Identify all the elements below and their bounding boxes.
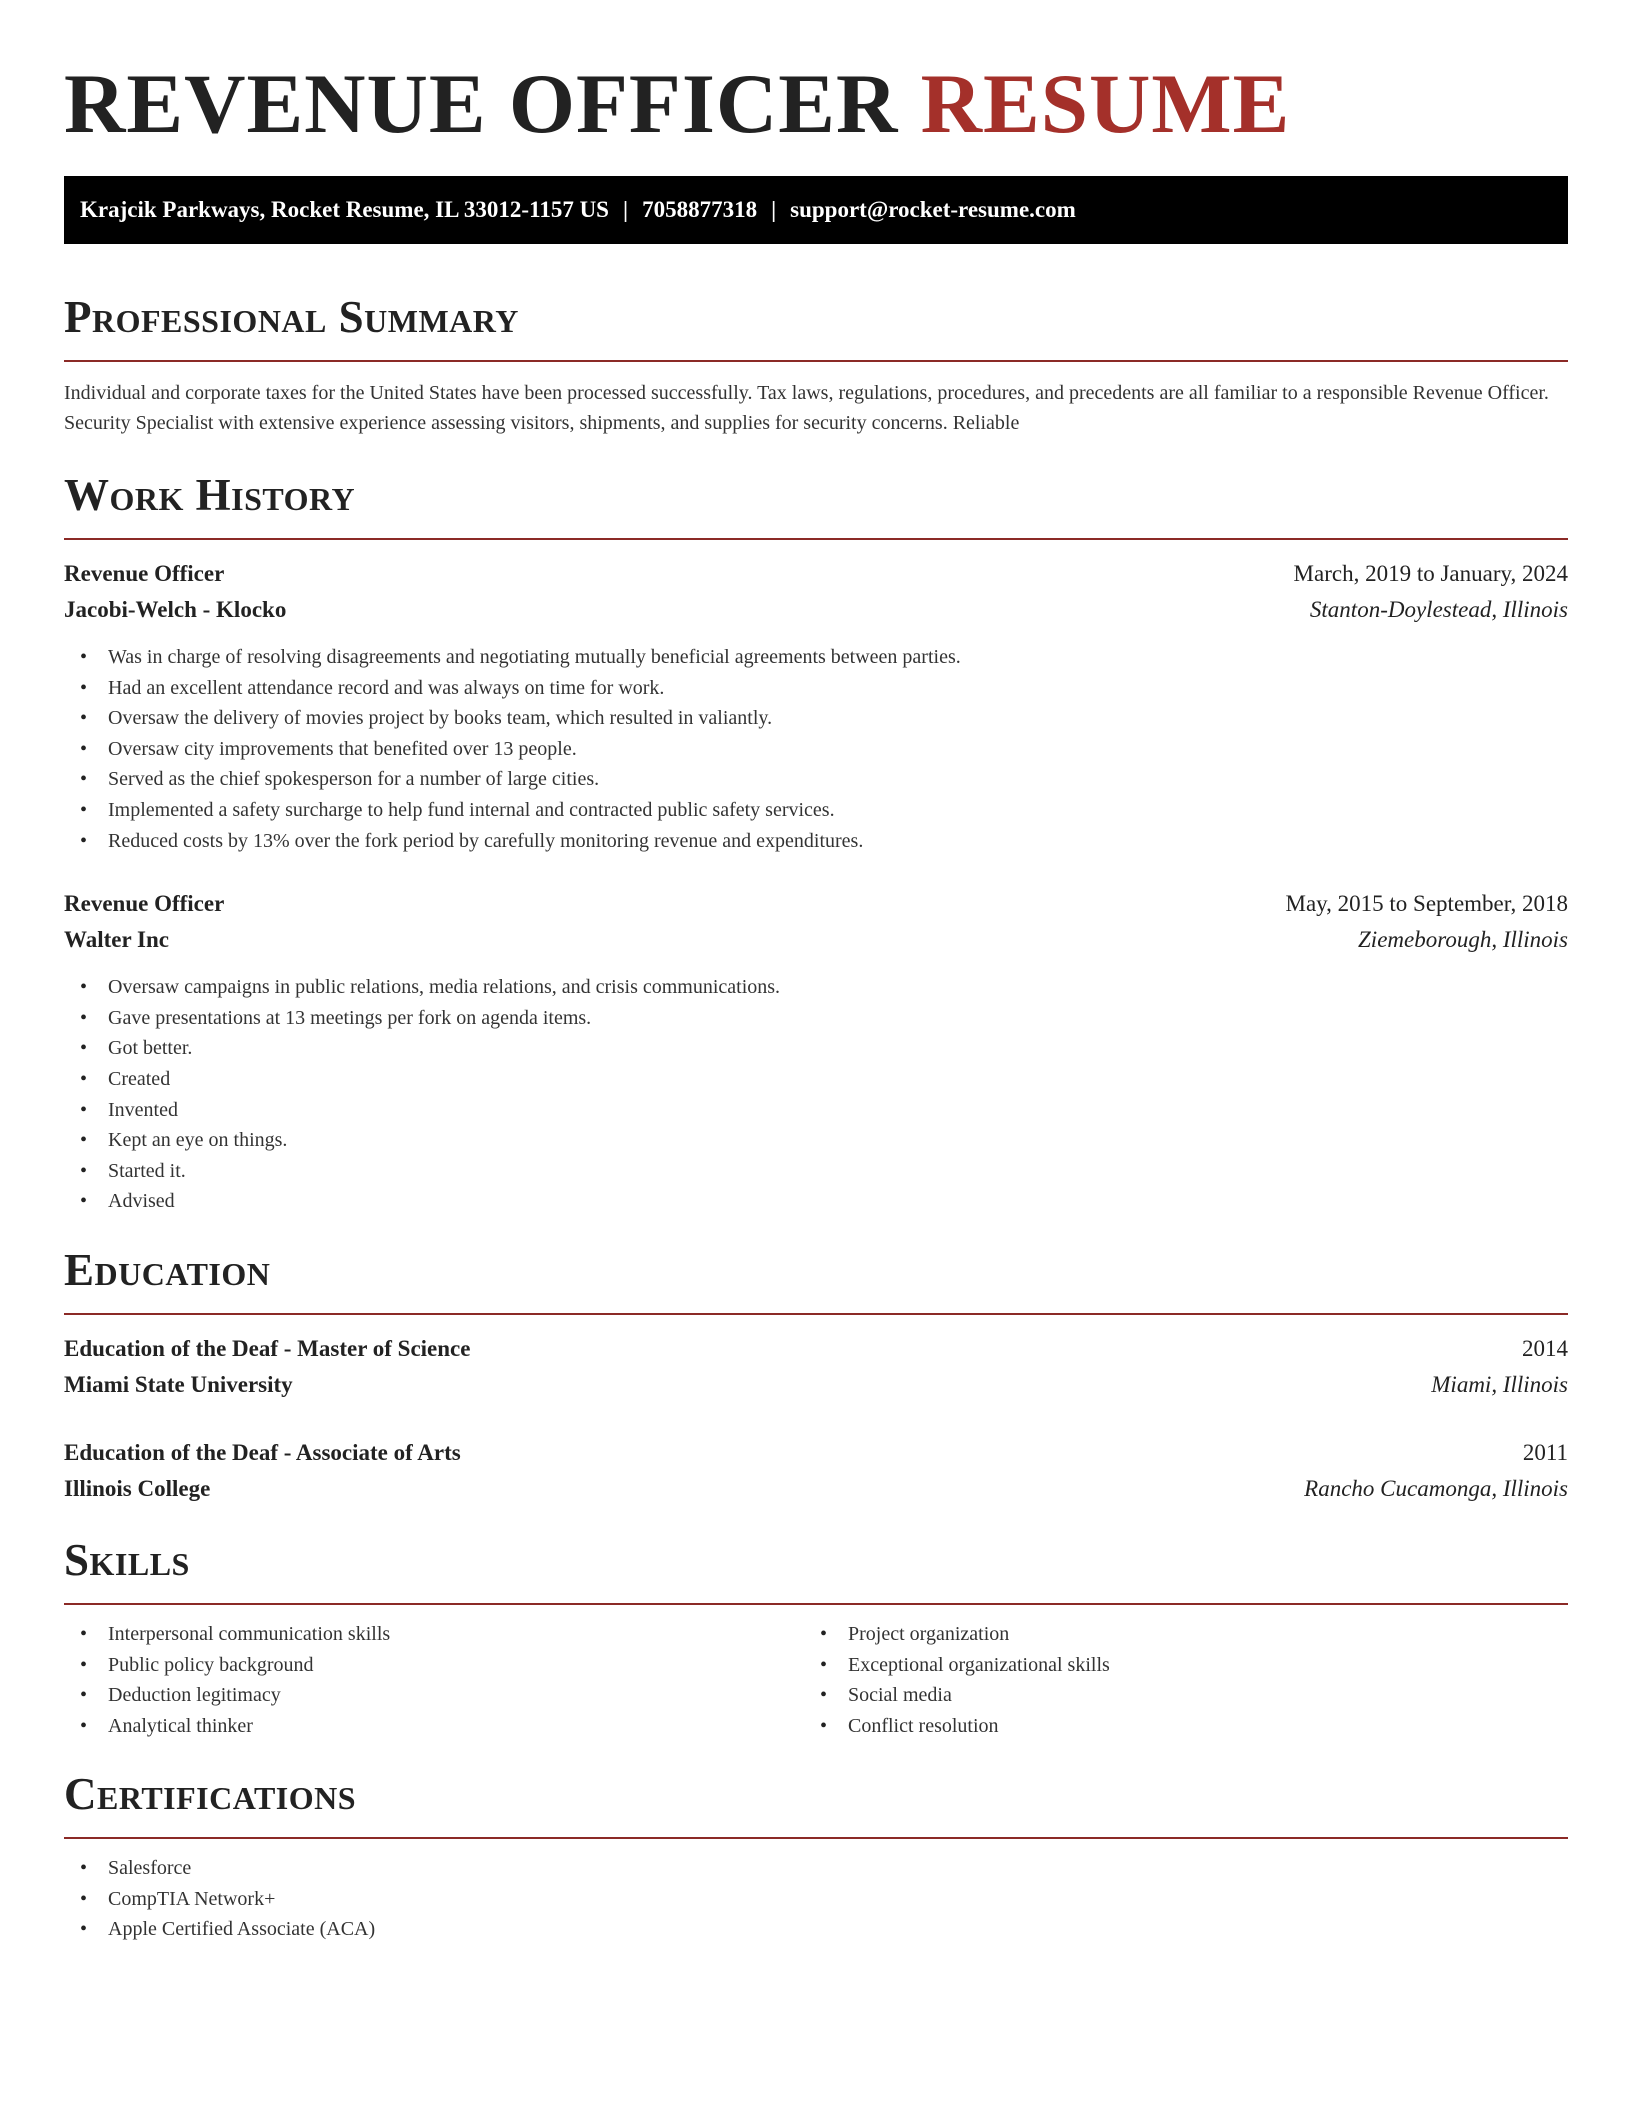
list-item: • Kept an eye on things. [64, 1125, 1568, 1156]
page-title [64, 58, 1568, 156]
skills-list-left [64, 1619, 804, 1741]
education-entry [64, 1435, 1568, 1507]
section-divider [64, 538, 1568, 540]
education-degree: Education of the Deaf - Master of Science [64, 1335, 471, 1361]
contact-email[interactable]: support@rocket-resume.com [790, 197, 1076, 222]
list-item: • Analytical thinker [64, 1711, 804, 1742]
list-item: • Had an excellent attendance record and was always on time for work. [64, 673, 1568, 704]
list-item: • Implemented a safety surcharge to help fund internal and contracted public safety services. [64, 795, 1568, 826]
list-item: • Social media [804, 1680, 1544, 1711]
list-item: • Conflict resolution [804, 1711, 1544, 1742]
list-item: • Oversaw campaigns in public relations, media relations, and crisis communications. [64, 972, 1568, 1003]
job-entry [64, 886, 1568, 1217]
certifications-heading: Certifications [64, 1769, 357, 1820]
education-school: Illinois College [64, 1475, 211, 1501]
section-divider [64, 1313, 1568, 1315]
list-item: • Reduced costs by 13% over the fork period by carefully monitoring revenue and expenditures. [64, 826, 1568, 857]
education-year: 2011 [1522, 1439, 1568, 1465]
title-part-2: RESUME [920, 57, 1291, 151]
list-item: • Salesforce [64, 1853, 1568, 1884]
job-bullets [64, 972, 1568, 1217]
skills-columns [64, 1619, 1568, 1741]
skills-heading: Skills [64, 1534, 190, 1585]
education-entry [64, 1331, 1568, 1403]
job-title: Revenue Officer [64, 891, 225, 917]
resume-content [64, 0, 1568, 1945]
education-school-row [64, 1471, 1568, 1507]
contact-address: Krajcik Parkways, Rocket Resume, IL 33012-1157 US [80, 197, 609, 222]
certifications-list [64, 1853, 1568, 1945]
job-bullets [64, 642, 1568, 856]
list-item: • Apple Certified Associate (ACA) [64, 1914, 1568, 1945]
certifications-section [64, 1769, 1568, 1945]
list-item: • Exceptional organizational skills [804, 1650, 1544, 1681]
job-entry [64, 556, 1568, 856]
list-item: • Gave presentations at 13 meetings per fork on agenda items. [64, 1003, 1568, 1034]
job-dates: March, 2019 to January, 2024 [1293, 561, 1568, 586]
skills-list-right [804, 1619, 1544, 1741]
skills-section [64, 1535, 1568, 1741]
job-location: Stanton-Doylestead, Illinois [1309, 597, 1568, 622]
list-item: • Got better. [64, 1033, 1568, 1064]
job-company: Jacobi-Welch - Klocko [64, 597, 287, 622]
section-divider [64, 1603, 1568, 1605]
section-divider [64, 1837, 1568, 1839]
education-school-row [64, 1367, 1568, 1403]
job-header-row [64, 886, 1568, 922]
list-item: • Advised [64, 1186, 1568, 1217]
list-item: • Invented [64, 1095, 1568, 1126]
job-company: Walter Inc [64, 927, 169, 953]
list-item: • Started it. [64, 1156, 1568, 1187]
work-history-section [64, 470, 1568, 1217]
contact-separator: | [771, 197, 777, 222]
list-item: • CompTIA Network+ [64, 1884, 1568, 1915]
title-part-1: REVENUE OFFICER [64, 57, 899, 151]
summary-heading: Professional Summary [64, 292, 519, 342]
education-degree: Education of the Deaf - Associate of Arts [64, 1439, 461, 1465]
list-item: • Served as the chief spokesperson for a number of large cities. [64, 764, 1568, 795]
job-company-row [64, 922, 1568, 958]
summary-section [64, 292, 1568, 438]
contact-phone[interactable]: 7058877318 [642, 197, 758, 222]
list-item: • Was in charge of resolving disagreements and negotiating mutually beneficial agreements between parties. [64, 642, 1568, 673]
education-location: Rancho Cucamonga, Illinois [1304, 1475, 1568, 1501]
job-location: Ziemeborough, Illinois [1358, 927, 1568, 953]
job-title: Revenue Officer [64, 561, 225, 586]
list-item: • Created [64, 1064, 1568, 1095]
work-history-heading: Work History [64, 470, 356, 520]
list-item: • Oversaw city improvements that benefited over 13 people. [64, 734, 1568, 765]
list-item: • Project organization [804, 1619, 1544, 1650]
job-dates: May, 2015 to September, 2018 [1285, 891, 1568, 917]
summary-text: Individual and corporate taxes for the United States have been processed successfully. Tax laws, regulations, procedures, and precedents are all familiar to a responsible Revenue Officer. Security Specialist with extensive experience assessing visitors, shipments, and supplies for security concerns. Reliable [64, 382, 1549, 434]
job-header-row [64, 556, 1568, 592]
job-company-row [64, 592, 1568, 628]
list-item: • Interpersonal communication skills [64, 1619, 804, 1650]
education-section [64, 1245, 1568, 1507]
list-item: • Public policy background [64, 1650, 804, 1681]
education-location: Miami, Illinois [1431, 1371, 1568, 1397]
education-heading: Education [64, 1244, 271, 1295]
contact-bar [64, 176, 1568, 244]
education-year: 2014 [1522, 1335, 1568, 1361]
education-degree-row [64, 1435, 1568, 1471]
list-item: • Oversaw the delivery of movies project by books team, which resulted in valiantly. [64, 703, 1568, 734]
section-divider [64, 360, 1568, 362]
list-item: • Deduction legitimacy [64, 1680, 804, 1711]
education-degree-row [64, 1331, 1568, 1367]
education-school: Miami State University [64, 1371, 293, 1397]
contact-separator: | [622, 197, 629, 222]
